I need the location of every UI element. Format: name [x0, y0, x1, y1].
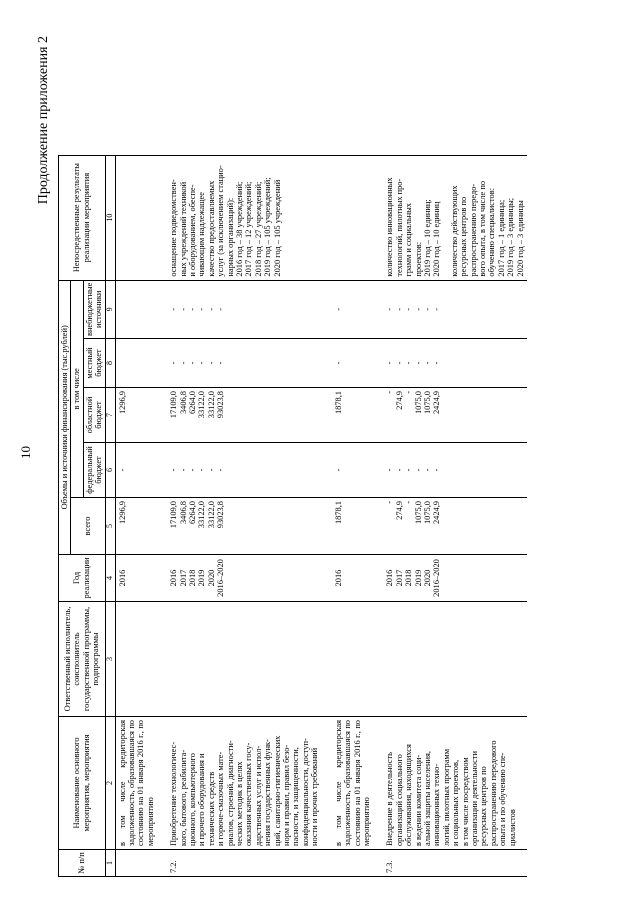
years-73: 2016 2017 2018 2019 2020 2016–2020 [383, 555, 527, 602]
header-regional: областной бюджет [83, 388, 105, 443]
col-num-8: 8 [105, 339, 115, 388]
col-num-6: 6 [105, 443, 115, 498]
result-73: количество инновационных технологий, пилотных про- грамм и социальных проектов: 2019 год – 10 единиц; 2020 год – 10 единиц количество действующих ресурсных центров по распространению передо- вого опыта, в том числе по обучению специалистов: 2017 год – 1 единица; 2019 год – 3 единицы; 2020 год – 3 единицы [383, 155, 527, 280]
header-including: в том числе [71, 280, 83, 497]
table-row [332, 155, 374, 876]
extra-73: - - - - - - [383, 280, 527, 338]
local-73: - - - - - - [383, 339, 527, 388]
appendix-continuation: Продолжение приложения 2 [36, 36, 51, 205]
federal-73: - - - - - - [383, 443, 527, 498]
col-num-1: 1 [105, 850, 115, 877]
regional-a: 1296,9 [115, 388, 157, 443]
header-executor: Ответственный исполнитель, соисполнитель государственной программы, подпрограммы [59, 602, 106, 717]
col-num-3: 3 [105, 602, 115, 717]
table-row [115, 155, 157, 876]
col-num-9: 9 [105, 280, 115, 338]
header-total: всего [71, 498, 105, 555]
table-row [383, 155, 527, 876]
header-activity-name: Наименование основного мероприятия, мероприятия [59, 717, 106, 850]
col-num-2: 2 [105, 717, 115, 850]
header-financing: Объемы и источники финансирования (тыс.рублей) [59, 280, 71, 554]
year-b: 2016 [332, 555, 374, 602]
activity-name-72: Приобретение технологичес- кого, бытового, реабилита- ционного, компьютерного и прочего оборудования и технических средств и горюче-смазочных мате- риалов, строений, диагности- ческих методик в целях оказания качественных госу- дарственных услуг и испол- нения государственных функ- ций, санитарно-гигиенических норм и правил, правил безо- пасности, и защищенности, конфиденциальности, доступ- ности и прочих требований [167, 717, 322, 850]
page-number: 10 [18, 446, 33, 459]
row-number: 7.3. [383, 850, 527, 877]
totals-72: 17109,0 3406,8 6264,0 33122,0 33122,0 93023,8 [167, 498, 322, 555]
federal-72: - - - - - - [167, 443, 322, 498]
col-num-4: 4 [105, 555, 115, 602]
federal-a: - [115, 443, 157, 498]
total-b: 1878,1 [332, 498, 374, 555]
row-number: 7.2. [167, 850, 322, 877]
years-72: 2016 2017 2018 2019 2020 2016–2020 [167, 555, 322, 602]
federal-b: - [332, 443, 374, 498]
year-a: 2016 [115, 555, 157, 602]
header-results: Непосредственные результаты реализации мероприятия [59, 155, 106, 280]
table-row [167, 155, 322, 876]
extra-b: - [332, 280, 374, 338]
extra-72: - - - - - - [167, 280, 322, 338]
header-extrabudget: внебюджетные источники [83, 280, 105, 338]
debt-note-a: в том числе кредиторская задолженность, образовавшаяся по состоянию на 01 января 2016 г., по мероприятию [115, 717, 157, 850]
col-num-5: 5 [105, 498, 115, 555]
local-72: - - - - - - [167, 339, 322, 388]
regional-72: 17109,0 3406,8 6264,0 33122,0 33122,0 93023,8 [167, 388, 322, 443]
column-number-row [105, 155, 115, 876]
program-table [58, 155, 527, 877]
header-federal: федеральный бюджет [83, 443, 105, 498]
activity-name-73: Внедрение в деятельность организаций социального обслуживания, находящихся в ведении комитета соци- альной защиты населения, инновационных техно- логий, пилотных программ и социальных проектов, в том числе посредством организации деятельности ресурсных центров по распространению передового опыта и по обучению спе- циалистов [383, 717, 527, 850]
total-a: 1296,9 [115, 498, 157, 555]
regional-73: - 274,9 - 1075,0 1075,0 2424,9 [383, 388, 527, 443]
header-year: Год реализации [59, 555, 106, 602]
header-number: № п/п [59, 850, 106, 877]
col-num-7: 7 [105, 388, 115, 443]
totals-73: - 274,9 - 1075,0 1075,0 2424,9 [383, 498, 527, 555]
header-local: местный бюджет [83, 339, 105, 388]
debt-note-b: в том числе кредиторская задолженность, образовавшаяся по состоянию на 01 января 2016 г., по мероприятию [332, 717, 374, 850]
col-num-10: 10 [105, 155, 115, 280]
local-b: - [332, 339, 374, 388]
result-72: оснащение подведомствен- ных учреждений техникой и оборудованием, обеспе- чивающим надлежащее качество предоставляемых услуг (за исключением стацио- нарных организаций): 2016 год – 38 учреждений; 2017 год – 12 учреждений; 2018 год – 27 учреждений; 2019 год – 105 учреждений; 2020 год – 105 учреждений [167, 155, 322, 280]
regional-b: 1878,1 [332, 388, 374, 443]
